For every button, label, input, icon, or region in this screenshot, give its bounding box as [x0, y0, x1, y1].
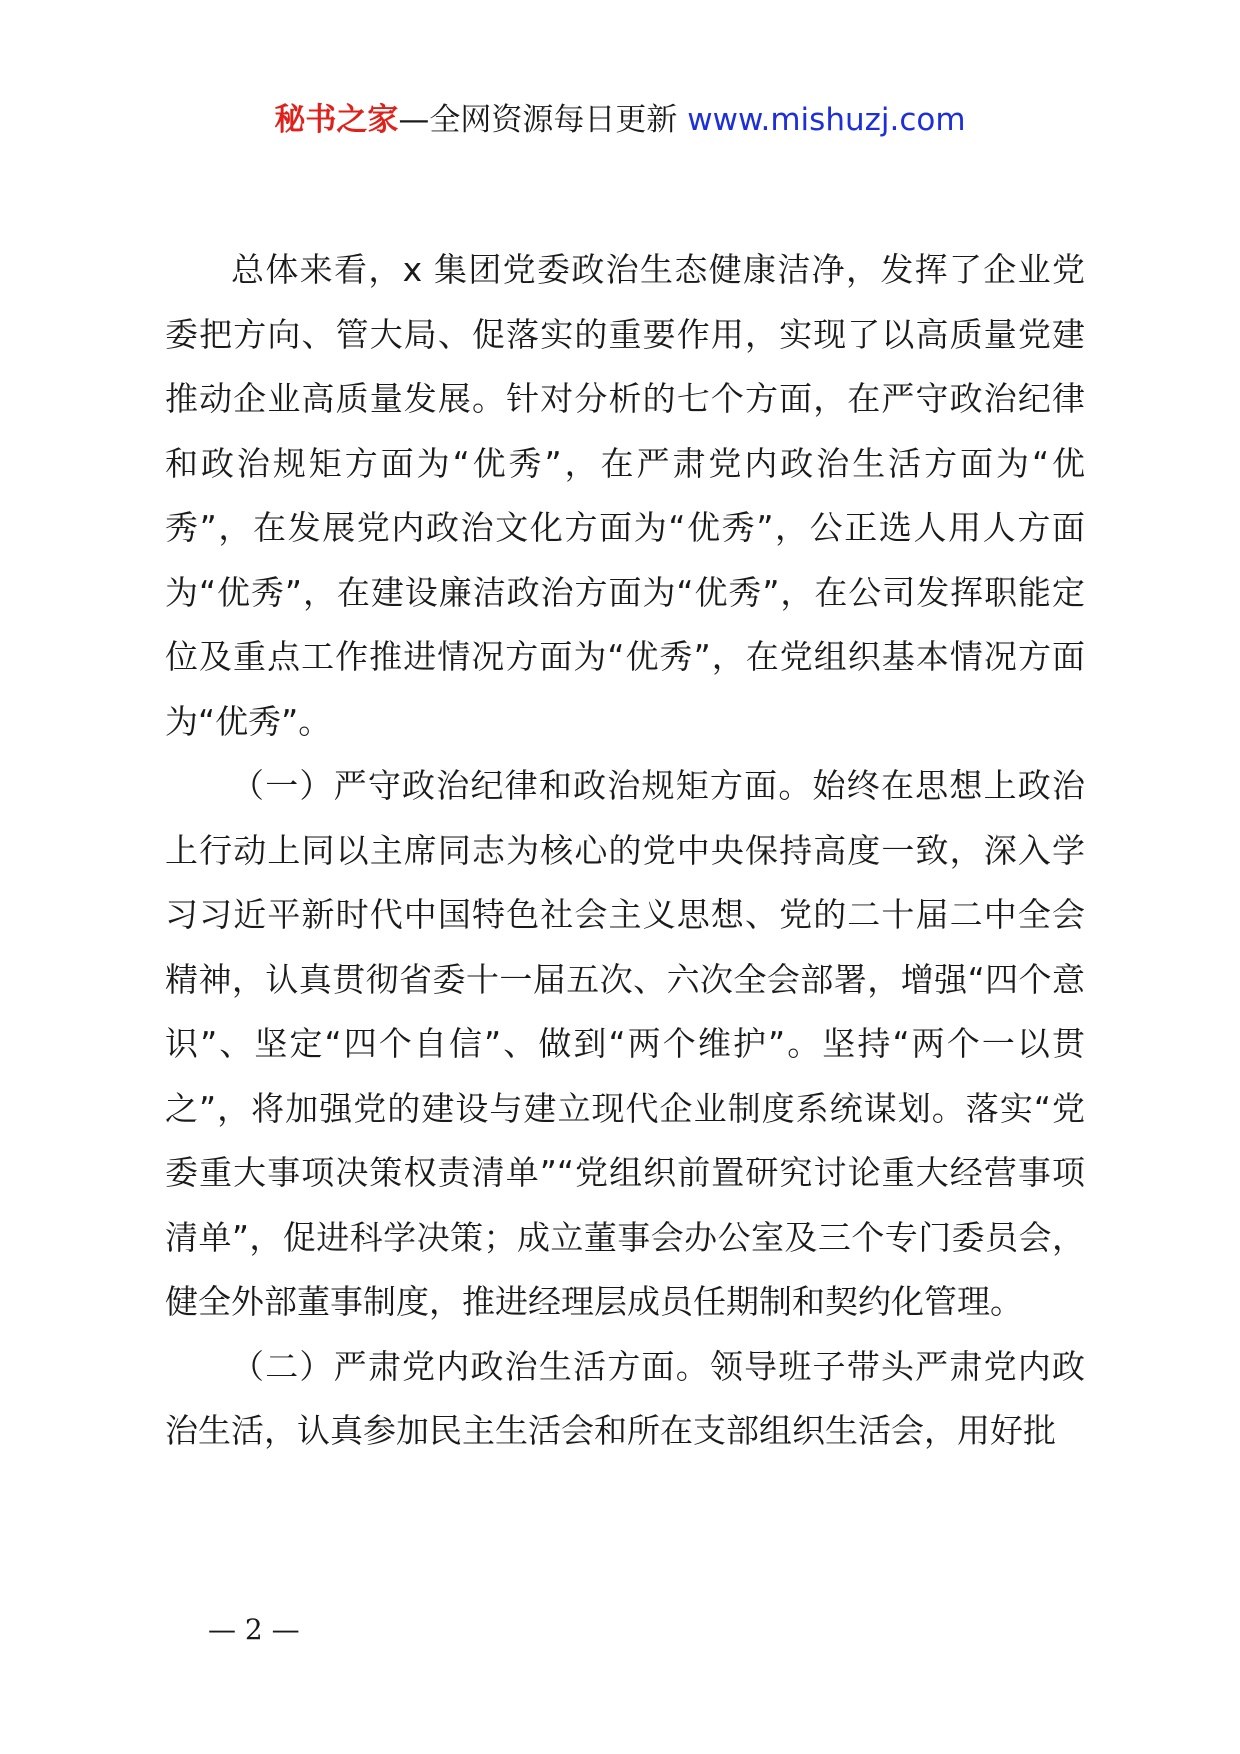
- paragraph-section-2: （二）严肃党内政治生活方面。领导班子带头严肃党内政治生活，认真参加民主生活会和所在支部组织生活会，用好批: [165, 1346, 1085, 1450]
- paragraph-section-1: （一）严守政治纪律和政治规矩方面。始终在思想上政治上行动上同以主席同志为核心的党中央保持高度一致，深入学习习近平新时代中国特色社会主义思想、党的二十届二中全会精神，认真贯彻省委十一届五次、六次全会部署，增强“四个意识”、坚定“四个自信”、做到“两个维护”。坚持“两个一以贯之”，将加强党的建设与建立现代企业制度系统谋划。落实“党委重大事项决策权责清单”“党组织前置研究讨论重大经营事项清单”，促进科学决策；成立董事会办公室及三个专门委员会，健全外部董事制度，推进经理层成员任期制和契约化管理。: [165, 766, 1085, 1321]
- paragraph-summary: 总体来看，x 集团党委政治生态健康洁净，发挥了企业党委把方向、管大局、促落实的重要作用，实现了以高质量党建推动企业高质量发展。针对分析的七个方面，在严守政治纪律和政治规矩方面为“优秀”，在严肃党内政治生活方面为“优秀”，在发展党内政治文化方面为“优秀”，公正选人用人方面为“优秀”，在建设廉洁政治方面为“优秀”，在公司发挥职能定位及重点工作推进情况方面为“优秀”，在党组织基本情况方面为“优秀”。: [165, 250, 1085, 741]
- site-header: [0, 100, 1240, 140]
- document-body: [165, 238, 1085, 1464]
- site-tagline: —全网资源每日更新: [398, 102, 688, 138]
- site-brand: 秘书之家: [274, 102, 399, 138]
- page-number: — 2 —: [208, 1613, 300, 1646]
- site-url: www.mishuzj.com: [687, 102, 966, 138]
